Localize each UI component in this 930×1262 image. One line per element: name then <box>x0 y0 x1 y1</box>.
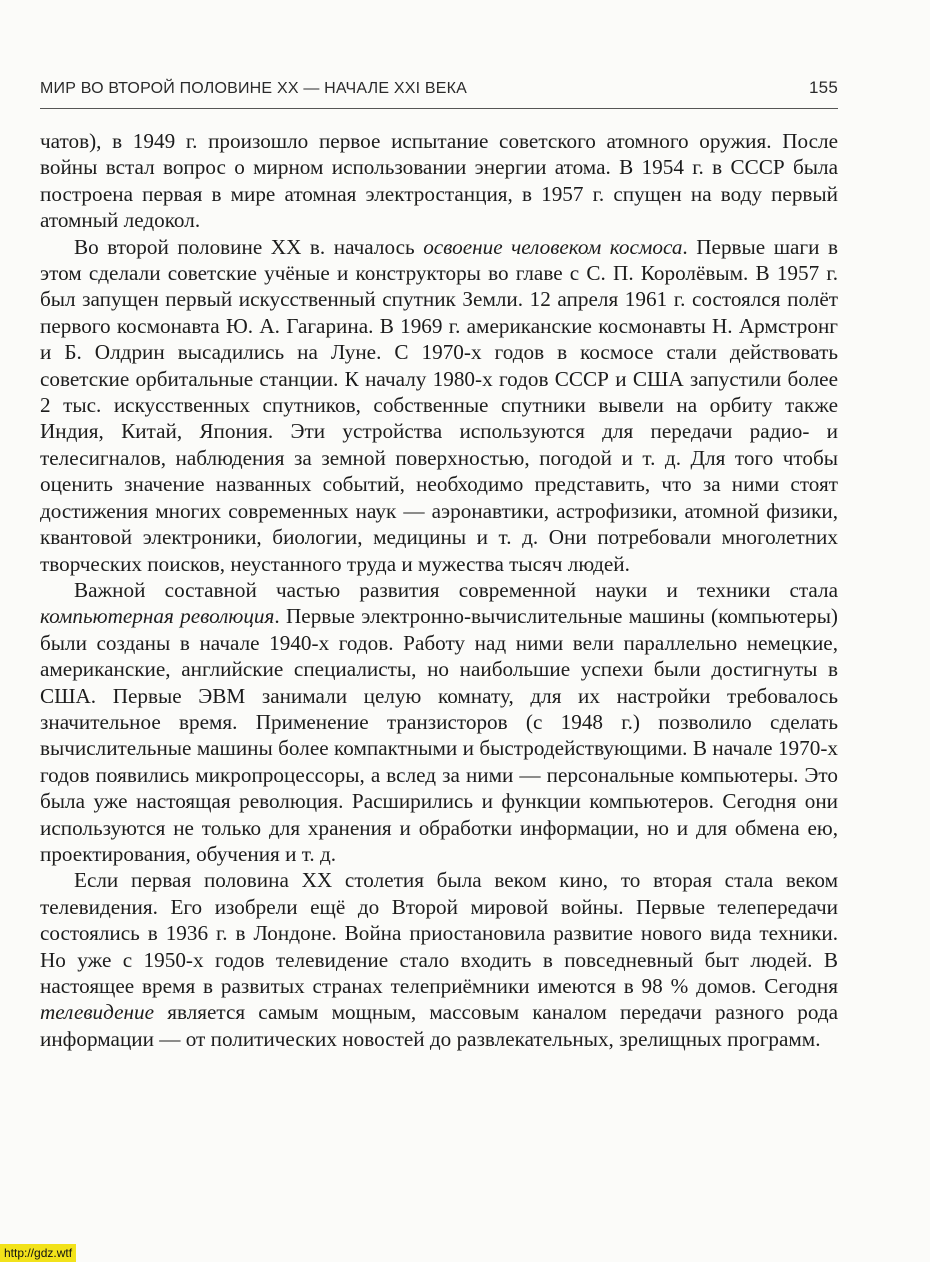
paragraph-atomic-energy <box>40 128 838 234</box>
watermark-link[interactable]: http://gdz.wtf <box>0 1244 76 1262</box>
paragraph-text-before: Если первая половина XX столетия была веком кино, то вторая стала веком телевидения. Его изобрели ещё до Второй мировой войны. Первые телепередачи состоялись в 1936 г. в Лондоне. Война приостановила развитие нового вида техники. Но уже с 1950-х годов телевидение стало входить в повседневный быт людей. В настоящее время в развитых странах телеприёмники имеются в 98 % домов. Сегодня <box>40 868 838 998</box>
page-number: 155 <box>809 78 838 97</box>
paragraph-text-after: . Первые шаги в этом сделали советские учёные и конструкторы во главе с С. П. Королёвым. В 1957 г. был запущен первый искусственный спутник Земли. 12 апреля 1961 г. состоялся полёт первого космонавта Ю. А. Гагарина. В 1969 г. американские космонавты Н. Армстронг и Б. Олдрин высадились на Луне. С 1970-х годов в космосе стали действовать советские орбитальные станции. К началу 1980-х годов СССР и США запустили более 2 тыс. искусственных спутников, собственные спутники вывели на орбиту также Индия, Китай, Япония. Эти устройства используются для передачи радио- и телесигналов, наблюдения за земной поверхностью, погодой и т. д. Для того чтобы оценить значение названных событий, необходимо представить, что за ними стоят достижения многих современных наук — аэронавтики, астрофизики, атомной физики, квантовой электроники, биологии, медицины и т. д. Они потребовали многолетних творческих поисков, неустанного труда и мужества тысяч людей. <box>40 234 838 576</box>
emphasis-term: освоение человеком космоса <box>423 234 683 259</box>
header-divider <box>40 108 838 109</box>
paragraph-text-after: является самым мощным, массовым каналом передачи разного рода информации — от политических новостей до развлекательных, зрелищных программ. <box>40 1000 838 1051</box>
paragraph-television <box>40 867 838 1052</box>
paragraph-text-before: Важной составной частью развития современной науки и техники стала <box>74 577 838 602</box>
body-text <box>40 128 838 1052</box>
paragraph-text: чатов), в 1949 г. произошло первое испытание советского атомного оружия. После войны встал вопрос о мирном использовании энергии атома. В 1954 г. в СССР была построена первая в мире атомная электростанция, в 1957 г. спущен на воду первый атомный ледокол. <box>40 129 838 233</box>
running-header <box>40 76 838 104</box>
paragraph-computer-revolution <box>40 577 838 867</box>
emphasis-term: компьютерная революция <box>40 604 275 629</box>
paragraph-text-after: . Первые электронно-вычислительные машины (компьютеры) были созданы в начале 1940-х годов. Работу над ними вели параллельно немецкие, американские, английские специалисты, но наибольшие успехи были достигнуты в США. Первые ЭВМ занимали целую комнату, для их настройки требовалось значительное время. Применение транзисторов (с 1948 г.) позволило сделать вычислительные машины более компактными и быстродействующими. В начале 1970-х годов появились микропроцессоры, а вслед за ними — персональные компьютеры. Это была уже настоящая революция. Расширились и функции компьютеров. Сегодня они используются не только для хранения и обработки информации, но и для обмена ею, проектирования, обучения и т. д. <box>40 604 838 866</box>
paragraph-text-before: Во второй половине XX в. началось <box>74 234 424 259</box>
running-header-title: МИР ВО ВТОРОЙ ПОЛОВИНЕ XX — НАЧАЛЕ XXI ВЕКА <box>40 80 468 97</box>
paragraph-space-exploration <box>40 234 838 577</box>
emphasis-term: телевидение <box>40 1000 155 1025</box>
